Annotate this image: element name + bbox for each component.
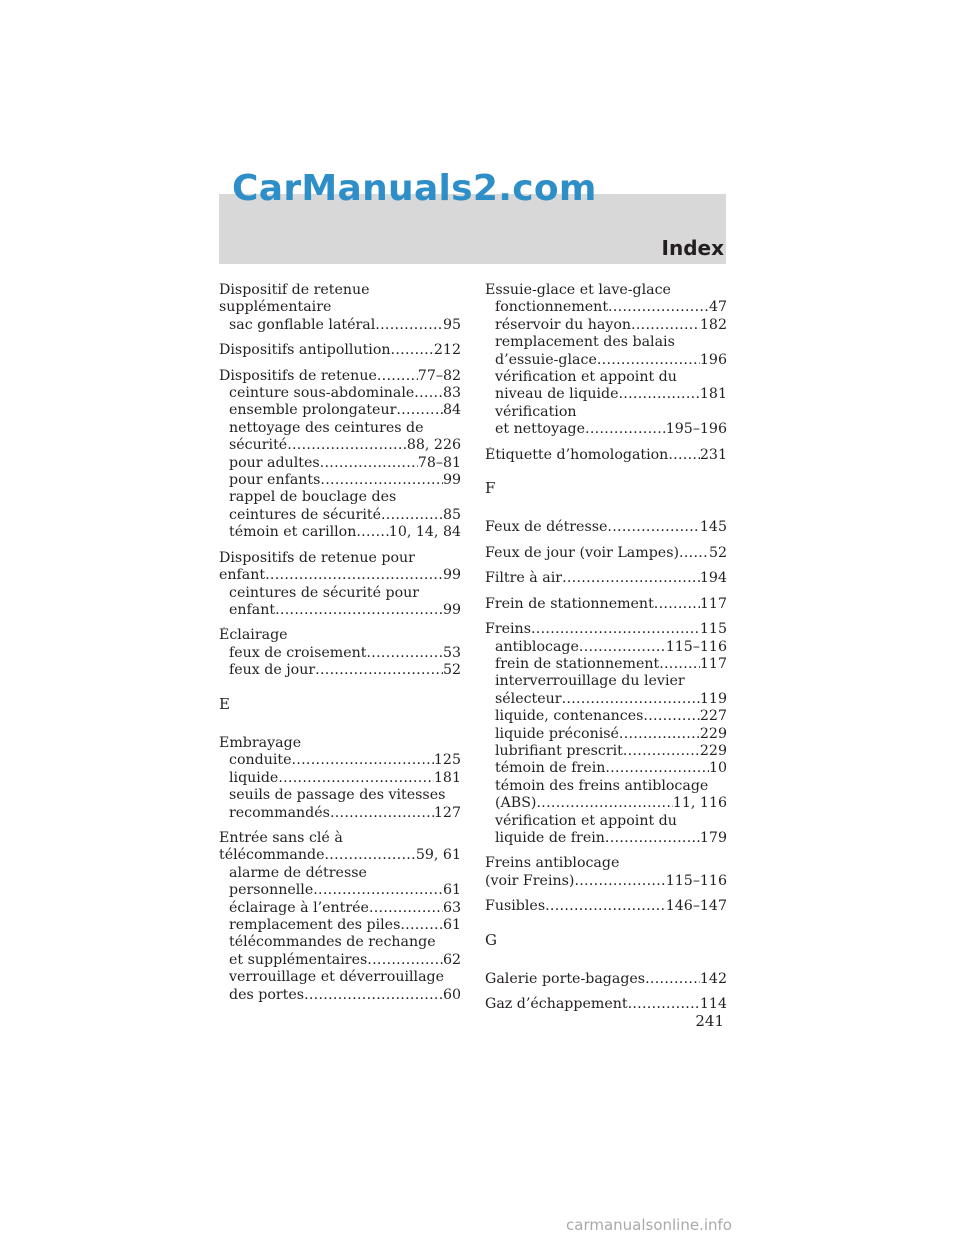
entry-page-ref: 52 <box>708 544 727 561</box>
index-subentry <box>219 420 461 437</box>
entry-text: Dispositifs de retenue pour <box>219 549 415 566</box>
dot-leader <box>320 472 443 489</box>
index-entry-line <box>485 570 727 587</box>
entry-text: Étiquette d’homologation <box>485 446 669 463</box>
index-subentry <box>219 917 461 934</box>
index-subentry <box>485 421 727 438</box>
index-entry-line <box>485 621 727 638</box>
entry-text: Fusibles <box>485 898 546 915</box>
dot-leader <box>579 639 666 656</box>
dot-leader <box>287 437 407 454</box>
entry-page-ref: 77–82 <box>417 367 461 384</box>
index-entry-line <box>219 342 461 359</box>
entry-page-ref: 212 <box>433 342 461 359</box>
entry-text: Filtre à air <box>485 570 563 587</box>
index-entry <box>485 447 727 464</box>
entry-page-ref: 146–147 <box>665 898 727 915</box>
index-entry <box>485 996 727 1013</box>
index-entry-line <box>219 282 461 299</box>
index-entry <box>485 570 727 587</box>
index-entry-line <box>485 873 727 890</box>
index-subentry <box>485 726 727 743</box>
index-entry <box>219 368 461 542</box>
index-entry <box>485 621 727 847</box>
entry-text: témoin et carillon <box>229 524 357 541</box>
dot-leader <box>574 873 665 890</box>
entry-page-ref: 115–116 <box>665 872 727 889</box>
entry-text: ceintures de sécurité pour <box>229 584 420 601</box>
index-subentry <box>485 813 727 830</box>
dot-leader <box>605 830 700 847</box>
entry-page-ref: 88, 226 <box>406 437 461 454</box>
index-entry-line <box>485 596 727 613</box>
dot-leader <box>400 917 443 934</box>
entry-text: Gaz d’échappement <box>485 996 628 1013</box>
index-subentry <box>219 489 461 506</box>
entry-text: des portes <box>229 986 305 1003</box>
index-subentry <box>485 673 727 690</box>
dot-leader <box>607 519 699 536</box>
entry-page-ref: 181 <box>433 769 461 786</box>
dot-leader <box>377 368 418 385</box>
dot-leader <box>275 602 443 619</box>
entry-page-ref: 194 <box>699 570 727 587</box>
entry-page-ref: 84 <box>442 402 461 419</box>
dot-leader <box>325 847 416 864</box>
index-subentry <box>485 317 727 334</box>
entry-text: remplacement des balais <box>495 334 675 351</box>
entry-text: alarme de détresse <box>229 864 367 881</box>
index-subentry <box>219 402 461 419</box>
entry-page-ref: 179 <box>699 829 727 846</box>
index-letter-heading: F <box>485 479 496 498</box>
index-entry-line <box>485 447 727 464</box>
dot-leader <box>531 621 700 638</box>
dot-leader <box>313 882 443 899</box>
page-title: Index <box>661 236 724 260</box>
entry-text: sélecteur <box>495 690 562 707</box>
entry-text: et nettoyage <box>495 421 586 438</box>
index-entry <box>485 855 727 890</box>
index-subentry <box>219 987 461 1004</box>
index-entry-line <box>485 545 727 562</box>
entry-page-ref: 115–116 <box>665 638 727 655</box>
entry-text: enfant <box>229 601 276 618</box>
index-letter-heading: E <box>219 694 230 713</box>
index-entry-line <box>485 898 727 915</box>
dot-leader <box>396 402 443 419</box>
watermark-logo: CarManuals2.com <box>232 168 597 209</box>
dot-leader <box>536 795 672 812</box>
entry-text: Freins antiblocage <box>485 855 620 872</box>
entry-page-ref: 61 <box>442 917 461 933</box>
entry-page-ref: 181 <box>699 386 727 403</box>
index-subentry <box>219 969 461 986</box>
entry-page-ref: 145 <box>699 519 727 536</box>
entry-text: personnelle <box>229 882 314 899</box>
entry-page-ref: 119 <box>699 690 727 707</box>
entry-text: feux de jour <box>229 662 316 679</box>
entry-page-ref: 117 <box>699 655 727 672</box>
index-entry <box>219 282 461 334</box>
entry-page-ref: 62 <box>442 951 461 968</box>
dot-leader <box>391 342 434 359</box>
entry-text: conduite <box>229 752 292 769</box>
entry-text: pour adultes <box>229 454 320 471</box>
entry-page-ref: 127 <box>433 804 461 821</box>
index-subentry <box>219 585 461 602</box>
entry-page-ref: 52 <box>442 662 461 679</box>
entry-text: Essuie-glace et lave-glace <box>485 282 671 298</box>
entry-text: liquide de frein <box>495 829 605 846</box>
index-entry-line <box>219 735 461 752</box>
entry-page-ref: 95 <box>442 316 461 333</box>
dot-leader <box>375 317 443 334</box>
entry-text: pour enfants <box>229 472 321 489</box>
entry-page-ref: 229 <box>699 725 727 742</box>
index-entry-line <box>485 996 727 1013</box>
dot-leader <box>605 760 709 777</box>
entry-page-ref: 99 <box>442 472 461 489</box>
index-entry-line <box>219 299 461 316</box>
entry-text: éclairage à l’entrée <box>229 899 369 916</box>
entry-text: feux de croisement <box>229 644 367 661</box>
entry-text: Dispositifs antipollution <box>219 342 391 359</box>
entry-text: sécurité <box>229 437 288 454</box>
dot-leader <box>304 987 443 1004</box>
index-subentry <box>485 386 727 403</box>
index-subentry <box>219 865 461 882</box>
entry-text: témoin des freins antiblocage <box>495 777 709 794</box>
dot-leader <box>381 507 443 524</box>
dot-leader <box>291 752 433 769</box>
entry-text: vérification et appoint du <box>495 812 677 829</box>
entry-text: sac gonflable latéral <box>229 316 376 333</box>
entry-text: seuils de passage des vitesses <box>229 787 446 804</box>
index-entry <box>219 627 461 679</box>
index-subentry <box>219 934 461 951</box>
index-subentry <box>219 805 461 822</box>
index-subentry <box>485 299 727 316</box>
dot-leader <box>369 900 443 917</box>
index-subentry <box>219 770 461 787</box>
index-subentry <box>219 882 461 899</box>
entry-text: et supplémentaires <box>229 951 368 968</box>
entry-text: Éclairage <box>219 627 288 644</box>
index-entry-line <box>219 368 461 385</box>
index-subentry <box>485 656 727 673</box>
entry-page-ref: 10, 14, 84 <box>388 524 461 541</box>
dot-leader <box>643 708 699 725</box>
index-entry-line <box>219 847 461 864</box>
dot-leader <box>366 645 442 662</box>
index-subentry <box>485 708 727 725</box>
index-entry <box>219 735 461 822</box>
index-entry-line <box>485 971 727 988</box>
dot-leader <box>367 952 443 969</box>
entry-text: recommandés <box>229 804 330 821</box>
index-subentry <box>219 472 461 489</box>
dot-leader <box>356 524 388 541</box>
dot-leader <box>562 691 700 708</box>
entry-text: fonctionnement <box>495 299 609 316</box>
entry-page-ref: 195–196 <box>665 421 727 438</box>
entry-text: liquide <box>229 769 279 786</box>
entry-text: Dispositif de retenue <box>219 282 370 298</box>
entry-text: Galerie porte-bagages <box>485 971 646 987</box>
entry-page-ref: 231 <box>699 446 727 463</box>
index-subentry <box>219 602 461 619</box>
index-entry-line <box>219 627 461 644</box>
index-subentry <box>485 795 727 812</box>
dot-leader <box>619 386 700 403</box>
index-subentry <box>219 385 461 402</box>
index-subentry <box>485 778 727 795</box>
index-subentry <box>485 743 727 760</box>
index-subentry <box>219 900 461 917</box>
entry-text: réservoir du hayon <box>495 316 632 333</box>
index-subentry <box>219 952 461 969</box>
index-subentry <box>485 369 727 386</box>
dot-leader <box>265 567 443 584</box>
entry-page-ref: 11, 116 <box>672 795 727 812</box>
entry-text: Freins <box>485 621 531 638</box>
entry-text: (ABS) <box>495 795 537 812</box>
entry-page-ref: 53 <box>442 644 461 661</box>
dot-leader <box>623 743 700 760</box>
index-entry <box>485 545 727 562</box>
dot-leader <box>330 805 434 822</box>
entry-text: (voir Freins) <box>485 872 575 889</box>
dot-leader <box>619 726 700 743</box>
index-entry-line <box>219 550 461 567</box>
entry-text: vérification et appoint du <box>495 369 677 386</box>
index-entry <box>219 830 461 1004</box>
entry-page-ref: 182 <box>699 316 727 333</box>
index-entry <box>485 971 727 988</box>
dot-leader <box>414 385 443 402</box>
index-subentry <box>485 352 727 369</box>
dot-leader <box>562 570 700 587</box>
entry-text: antiblocage <box>495 638 579 655</box>
index-subentry <box>219 752 461 769</box>
dot-leader <box>278 770 434 787</box>
index-subentry <box>485 760 727 777</box>
entry-text: lubrifiant prescrit <box>495 742 623 759</box>
dot-leader <box>608 299 709 316</box>
index-subentry <box>485 639 727 656</box>
index-subentry <box>219 455 461 472</box>
page-number: 241 <box>695 1012 724 1030</box>
index-entry-line <box>219 830 461 847</box>
index-subentry <box>219 787 461 804</box>
entry-page-ref: 114 <box>699 996 727 1013</box>
entry-text: rappel de bouclage des <box>229 489 397 506</box>
entry-page-ref: 63 <box>442 899 461 916</box>
entry-text: nettoyage des ceintures de <box>229 419 424 436</box>
entry-page-ref: 10 <box>708 760 727 777</box>
index-entry <box>485 519 727 536</box>
dot-leader <box>585 421 666 438</box>
dot-leader <box>597 352 700 369</box>
dot-leader <box>654 596 700 613</box>
index-column-right <box>485 282 727 1022</box>
entry-page-ref: 229 <box>699 742 727 759</box>
index-column-left <box>219 282 461 1012</box>
entry-text: ensemble prolongateur <box>229 402 397 419</box>
entry-page-ref: 78–81 <box>417 454 461 471</box>
entry-text: enfant <box>219 567 266 584</box>
entry-text: vérification <box>495 403 577 420</box>
entry-text: frein de stationnement <box>495 655 660 672</box>
entry-page-ref: 99 <box>442 567 461 584</box>
index-subentry <box>485 830 727 847</box>
index-subentry <box>219 662 461 679</box>
entry-page-ref: 196 <box>699 351 727 368</box>
index-subentry <box>219 437 461 454</box>
entry-text: Feux de jour (voir Lampes) <box>485 544 680 561</box>
index-entry-line <box>485 855 727 872</box>
entry-page-ref: 125 <box>433 752 461 769</box>
index-entry <box>219 550 461 620</box>
entry-page-ref: 115 <box>699 621 727 638</box>
index-entry <box>219 342 461 359</box>
entry-page-ref: 227 <box>699 708 727 725</box>
dot-leader <box>320 455 418 472</box>
entry-text: ceinture sous-abdominale <box>229 385 415 402</box>
entry-text: niveau de liquide <box>495 386 619 403</box>
entry-page-ref: 142 <box>699 971 727 987</box>
index-subentry <box>485 691 727 708</box>
entry-text: supplémentaire <box>219 299 332 316</box>
index-subentry <box>485 404 727 421</box>
dot-leader <box>645 971 700 988</box>
dot-leader <box>631 317 700 334</box>
index-entry <box>485 898 727 915</box>
entry-page-ref: 47 <box>708 299 727 316</box>
dot-leader <box>679 545 709 562</box>
index-entry-line <box>485 282 727 299</box>
entry-text: d’essuie-glace <box>495 351 597 368</box>
index-entry <box>485 282 727 439</box>
index-entry-line <box>485 519 727 536</box>
index-subentry <box>485 334 727 351</box>
entry-page-ref: 61 <box>442 882 461 899</box>
entry-text: télécommandes de rechange <box>229 934 436 951</box>
dot-leader <box>628 996 700 1013</box>
dot-leader <box>545 898 666 915</box>
dot-leader <box>659 656 700 673</box>
entry-text: Entrée sans clé à <box>219 829 343 846</box>
entry-text: témoin de frein <box>495 760 606 777</box>
index-entry-line <box>219 567 461 584</box>
entry-text: Feux de détresse <box>485 519 608 536</box>
entry-text: liquide préconisé <box>495 725 619 742</box>
entry-text: liquide, contenances <box>495 708 644 725</box>
entry-text: Dispositifs de retenue <box>219 367 377 384</box>
entry-text: ceintures de sécurité <box>229 506 381 523</box>
entry-text: Frein de stationnement <box>485 595 654 612</box>
index-subentry <box>219 524 461 541</box>
entry-text: Embrayage <box>219 734 302 751</box>
footer-watermark: carmanualsonline.info <box>566 1216 732 1234</box>
dot-leader <box>668 447 700 464</box>
entry-text: interverrouillage du levier <box>495 673 685 690</box>
index-subentry <box>219 645 461 662</box>
entry-text: verrouillage et déverrouillage <box>229 969 445 986</box>
entry-page-ref: 117 <box>699 595 727 612</box>
dot-leader <box>315 662 443 679</box>
entry-page-ref: 85 <box>442 506 461 523</box>
index-entry <box>485 596 727 613</box>
index-subentry <box>219 317 461 334</box>
entry-text: télécommande <box>219 847 325 864</box>
entry-page-ref: 99 <box>442 601 461 618</box>
entry-text: remplacement des piles <box>229 917 401 933</box>
entry-page-ref: 59, 61 <box>415 847 461 864</box>
entry-page-ref: 83 <box>442 385 461 402</box>
index-subentry <box>219 507 461 524</box>
index-letter-heading: G <box>485 930 497 949</box>
entry-page-ref: 60 <box>442 986 461 1003</box>
